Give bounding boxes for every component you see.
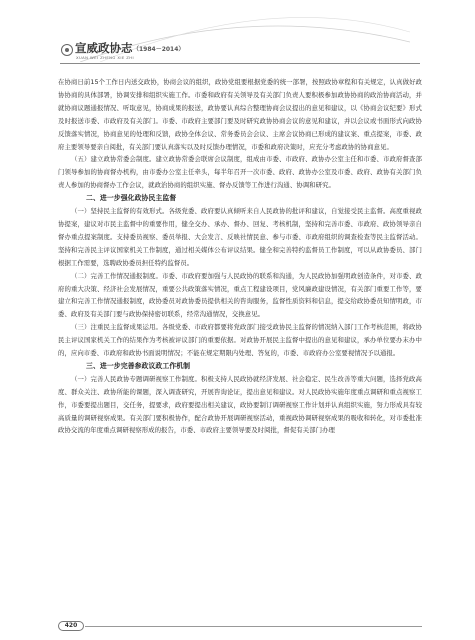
page-body [58,76,422,437]
cppcc-emblem-icon [61,44,73,56]
section-heading: 二、进一步强化政协民主监督 [86,194,177,203]
book-years: （1984－2014） [133,46,185,53]
page-header [0,0,475,72]
body-paragraph: （三）注重民主监督成果运用。各级党委、市政府都要将党政部门接受政协民主监督的情况纳入部门工作考核范围，将政协民主评议国家机关工作的结果作为考核被评议部门的重要依据。对政协开展民主监督中提出的意见和建议，承办单位要办末办中的，应向市委、市政府和政协书面说明情况；不能在规定期限内处理、答复的，市委、市政府办公室要视情况予以通报。 [58,323,422,358]
section-heading: 三、进一步完善参政议政工作机制 [86,361,191,370]
body-paragraph: （一）完善人民政协专题调研视察工作制度。积极支持人民政协就经济发展、社会稳定、民生改善等重大问题，选择党政高度、群众关注、政协所能的课题，深入调查研究，开展咨询论证，提出意见和建议。对人民政协实施年度重点调研和重点视察工作，市委要提出题目，交任务，提要求，政府要提出相关建议，政协要制订调研视察工作计划并认真组织实施，努力形成具有较高质量的调研视察成果。有关部门要积极协作，配合政协开展调研视察活动，重视政协调研视察成果的吸收和转化，对市委批准政协交流的年度重点调研视察形成的报告，市委、市政府主要领导要及时阅批，督促有关部门办理 [58,374,422,435]
page-number: 420 [58,621,84,631]
body-paragraph: （一）坚持民主监督的有效形式。各级党委、政府要认真倾听来自人民政协的批评和建议，自觉接受民主监督。高度重视政协提案，建议对市民主监督中的重要作用，健全交办、承办、督办、回复、考核机制，坚持和完善市委、市政府、政协领导亲自督办重点提案制度。支持委员视察、委员举报、大会发言、反映社情民意、参与市委、市政府组织的调查检查等民主监督活动。坚持和完善民主评议国家机关工作制度，通过相关媒体公布评议结果。健全和完善特约监督员工作制度，可以从政协委员、部门根据工作需要，选聘政协委员担任特约监督员。 [58,207,422,267]
body-paragraph: （五）建立政协常委会制度。建立政协常委会联席会议制度，组成由市委、市政府、政协办公室主任和市委、市政府督查部门领导参加的协商督办机构，由市委办公室主任牵头，每半年召开一次市委、政府、政协办公室及市委、政府、政协有关部门负责人参加的协商督办工作会议，就政治协商的组织实施、督办反馈等工作进行沟通、协调和研究。 [58,155,422,190]
body-paragraph: （二）完善工作情况通报制度。市委、市政府要加强与人民政协的联系和沟通，为人民政协加强明政创造条件，对市委、政府的重大决策、经济社会发展情况，重要公共政策落实情况，重点工程建设项目，党风廉政建设情况，有关部门重要工作等，要建立和完善工作情况通报制度，政协委员对政协委员提供相关的咨询服务，监督性质资料和信息，提交给政协委员知情明政，市委、政府及有关部门要与政协保持密切联系，经常沟通情况，交换意见。 [58,271,422,319]
body-paragraph: 在协商日前15个工作日内送交政协，协商会议的组织，政协党组要根据党委的统一部署，按照政协章程和有关规定，认真做好政协协商的具体部署，协调安排和组织实施工作。市委和政府有关领导及有关部门负责人要积极参加政协协商的政治协商活动，并就协商议题通报情况、听取意见，协商成果的报送，政协要认真综合整理协商会议提出的意见和建议，以《协商会议纪要》形式及时报送市委、市政府及有关部门。市委、市政府主要部门要及时研究政协协商会议的意见和建议，并以会议或书面形式向政协反馈落实情况，协商意见的处理和反馈，政协全体会议、常务委员会会议、主席会议协商已形成的建议案、重点提案，市委、政府主要领导要亲自阅批，有关部门要认真落实以及时反馈办理情况，市委和政府决策时，应充分考虑政协的协商意见。 [58,78,422,151]
header-rule [60,63,420,64]
footer-rule [85,626,422,627]
book-title-pinyin: XUAN WEI ZHENG XIE ZHI [76,55,135,60]
book-title: 宣威政协志 [75,41,133,55]
